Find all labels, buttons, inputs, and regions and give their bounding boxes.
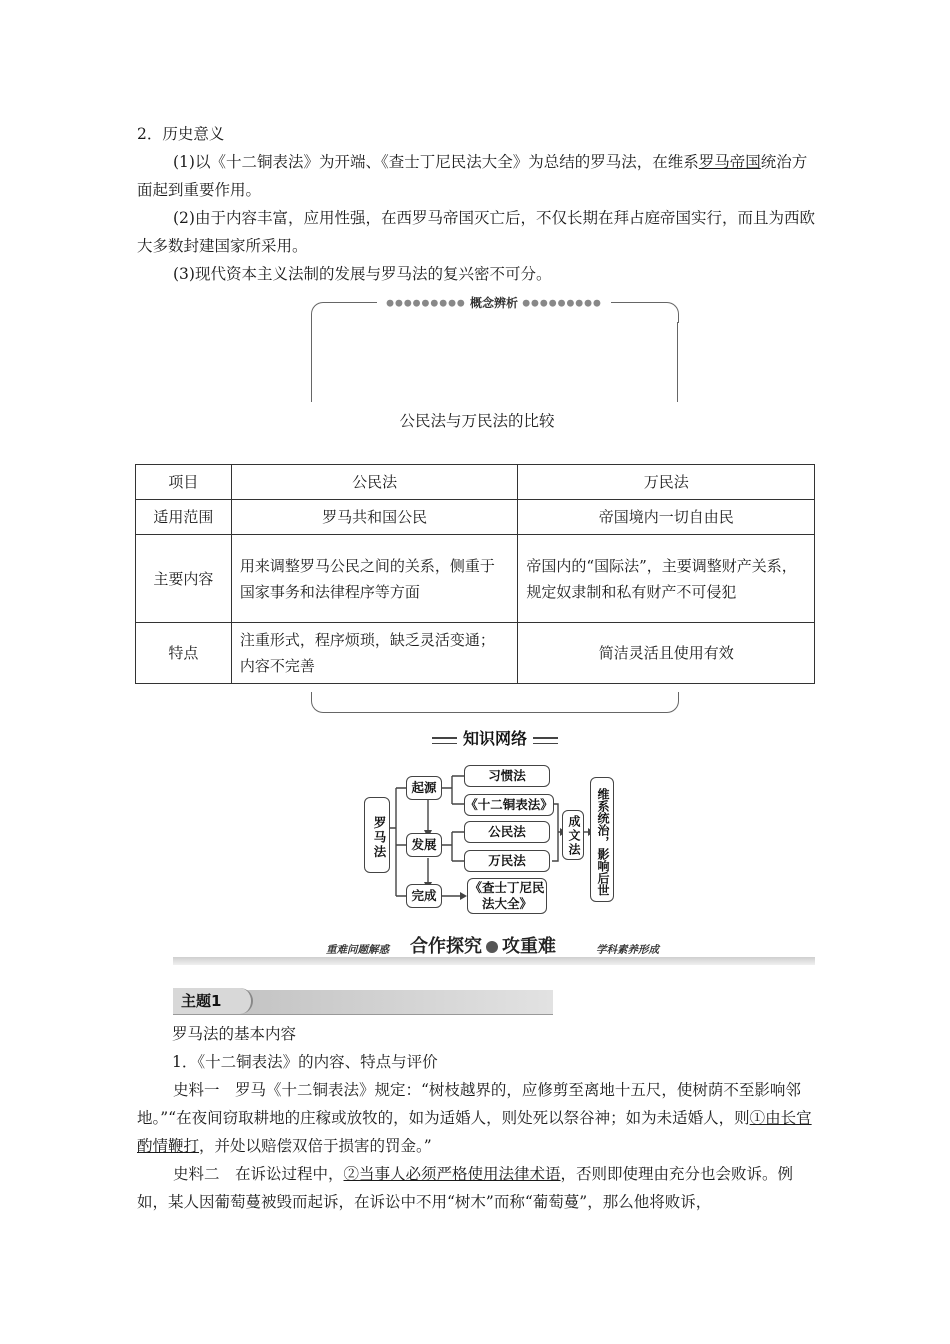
leaf-twelve-tables: 《十二铜表法》 [464,794,554,816]
p1-underlined-a: 罗马帝 [698,153,746,171]
root-node: 罗马法 [364,797,390,873]
row-gentium: 简洁灵活且使用有效 [518,623,815,684]
material-1-text: 史料一 罗马《十二铜表法》规定：“树枝越界的，应修剪至离地十五尺，使树荫不至影响邻地。”“在夜间窃取耕地的庄稼或放牧的，如为适婚人，则处死以祭谷神；如为未适婚人，则 [137,1081,801,1127]
table-row [136,500,815,535]
develop-branch [442,832,464,861]
stage-origin: 起源 [406,776,442,800]
leaf-gentium-law: 万民法 [464,850,550,872]
paragraph-1 [137,148,817,204]
origin-branch [442,776,464,804]
header-civil: 公民法 [231,465,518,500]
merge-node: 成文法 [562,810,584,860]
leaf-civil-law: 公民法 [464,821,550,843]
result-node: 维系统治，影响后世 [590,777,614,902]
root-branch [389,788,406,896]
theme-tag: 主题1 [173,988,253,1014]
paragraph-2: (2)由于内容丰富，应用性强，在西罗马帝国灭亡后，不仅长期在拜占庭帝国实行，而且为西欧大多数封建国家所采用。 [137,209,815,255]
banner-bar [173,957,815,965]
paragraph-3: (3)现代资本主义法制的发展与罗马法的复兴密不可分。 [173,265,552,283]
row-item: 适用范围 [136,500,232,535]
p1-underlined-b: 国 [745,153,761,171]
header-item: 项目 [136,465,232,500]
banner-right: 学科素养形成 [596,944,659,956]
row-civil: 用来调整罗马公民之间的关系，侧重于国家事务和法律程序等方面 [231,535,518,623]
comparison-table [135,464,815,684]
material-2 [137,1160,817,1216]
material-2-tail: ，否则即使理由充分也会败诉。例如，某人因葡萄蔓被毁而起诉，在诉讼中不用“树木”而称“葡萄蔓”，那么他将败诉， [137,1165,794,1211]
material-1-underlined: ①由长官酌情鞭打 [137,1109,812,1155]
arrowhead-3 [460,892,467,900]
p1-suffix: 统治方面起到重要作用。 [137,153,808,199]
theme-item-1: 1．《十二铜表法》的内容、特点与评价 [172,1053,438,1071]
network-title [432,728,558,750]
stage-develop: 发展 [406,833,442,857]
concept-frame-bottom [311,692,679,713]
concept-label: ●●●●●●●●● 概念辨析 ●●●●●●●●● [377,293,611,313]
header-gentium: 万民法 [518,465,815,500]
theme-subtitle: 罗马法的基本内容 [172,1025,297,1043]
leaf-custom-law: 习惯法 [464,765,550,787]
banner-center-b: 攻重难 [502,936,556,957]
material-2-underlined: ②当事人必须严格使用法律术语 [343,1165,561,1183]
leaf-justinian-code: 《查士丁尼民法大全》 [467,878,547,914]
banner-dot-icon [486,941,498,953]
material-1 [137,1076,817,1160]
row-civil: 罗马共和国公民 [231,500,518,535]
table-row [136,623,815,684]
network-title-text: 知识网络 [457,729,533,748]
table-title: 公民法与万民法的比较 [399,412,555,430]
row-item: 特点 [136,623,232,684]
row-gentium: 帝国境内一切自由民 [518,500,815,535]
p1-text: (1)以《十二铜表法》为开端、《查士丁尼民法大全》为总结的罗马法，在维系 [173,153,699,171]
concept-frame-left [311,322,312,402]
row-civil: 注重形式，程序烦琐，缺乏灵活变通；内容不完善 [231,623,518,684]
table-row [136,535,815,623]
banner-center-a: 合作探究 [410,936,482,957]
stage-complete: 完成 [406,884,442,908]
banner-left: 重难问题解惑 [326,944,389,956]
concept-frame-right [677,322,678,402]
material-2-text: 史料二 在诉讼过程中， [173,1165,344,1183]
material-1-tail: ，并处以赔偿双倍于损害的罚金。” [199,1137,432,1155]
section-heading: 2．历史意义 [137,125,225,143]
concept-label-text: 概念辨析 [469,296,518,310]
banner-center [410,932,556,958]
row-gentium: 帝国内的“国际法”，主要调整财产关系，规定奴隶制和私有财产不可侵犯 [518,535,815,623]
row-item: 主要内容 [136,535,232,623]
table-header-row [136,465,815,500]
